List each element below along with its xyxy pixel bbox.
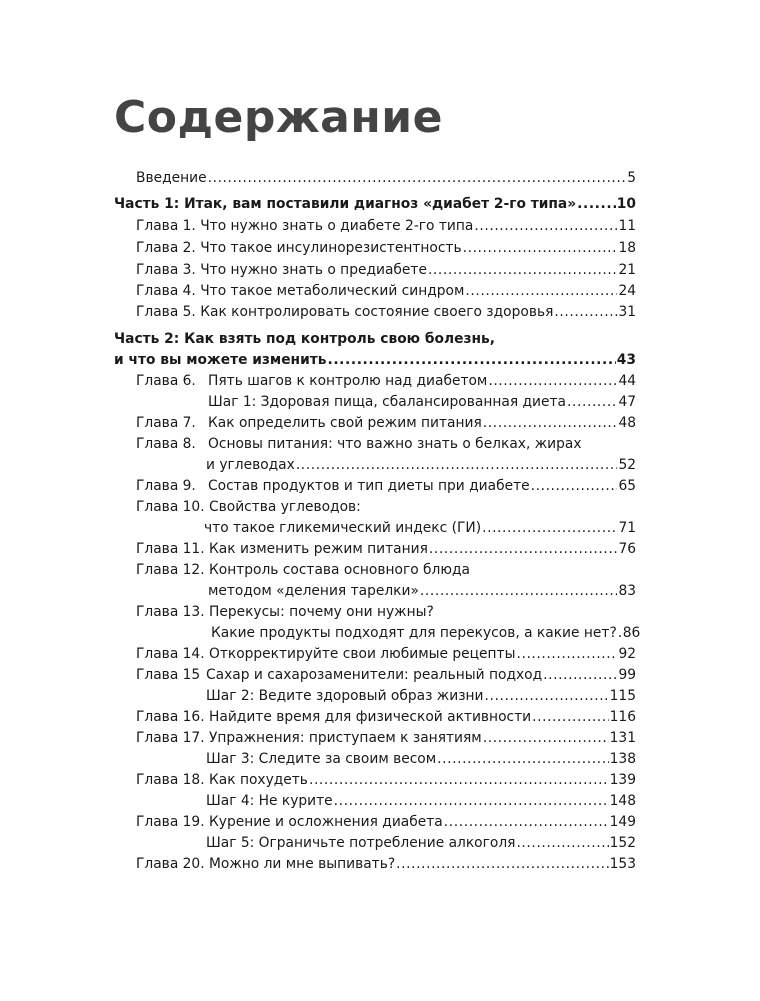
toc-entry-number: Глава 15 xyxy=(136,667,201,683)
dot-leader xyxy=(483,728,609,749)
toc-entry-chapter-8[interactable] xyxy=(206,455,636,476)
toc-entry-chapter-17[interactable] xyxy=(136,728,636,749)
toc-entry-label: Глава 2. Что такое инсулинорезистентность xyxy=(136,240,462,256)
toc-entry-chapter-11[interactable] xyxy=(136,539,636,560)
toc-entry-part-2-line-1[interactable]: Часть 2: Как взять под контроль свою болезнь, xyxy=(114,331,495,347)
dot-leader xyxy=(208,168,627,189)
toc-entry-chapter-18[interactable] xyxy=(136,770,636,791)
toc-entry-page: 149 xyxy=(609,814,636,830)
toc-entry-label: Шаг 5: Ограничьте потребление алкоголя xyxy=(206,835,516,851)
toc-entry-label: Глава 4. Что такое метаболический синдром xyxy=(136,283,465,299)
toc-entry-page: 153 xyxy=(609,856,636,872)
dot-leader xyxy=(444,812,609,833)
page-title: Содержание xyxy=(114,92,443,143)
toc-entry-label: что такое гликемический индекс (ГИ) xyxy=(204,520,482,536)
toc-entry-label: Шаг 2: Ведите здоровый образ жизни xyxy=(206,688,484,704)
toc-entry-page: 10 xyxy=(616,196,636,212)
toc-entry-page: 139 xyxy=(609,772,636,788)
toc-entry-page: 76 xyxy=(618,541,636,557)
toc-entry-page: 131 xyxy=(609,730,636,746)
toc-entry-number: Глава 7. xyxy=(136,415,196,431)
toc-entry-step-2[interactable] xyxy=(206,686,636,707)
toc-entry-chapter-7[interactable] xyxy=(136,413,636,434)
toc-entry-page: 24 xyxy=(618,283,636,299)
toc-entry-page: 47 xyxy=(618,394,636,410)
dot-leader xyxy=(334,791,609,812)
toc-entry-chapter-10[interactable] xyxy=(204,518,636,539)
toc-entry-label: Глава 17. Упражнения: приступаем к занятиям xyxy=(136,730,482,746)
dot-leader xyxy=(296,455,618,476)
toc-entry-page: 43 xyxy=(616,352,636,368)
toc-entry-label: Как определить свой режим питания xyxy=(208,415,482,431)
toc-entry-label: Глава 16. Найдите время для физической активности xyxy=(136,709,532,725)
toc-entry-page: 83 xyxy=(618,583,636,599)
toc-entry-label: методом «деления тарелки» xyxy=(208,583,419,599)
dot-leader xyxy=(463,238,618,259)
toc-entry-number: Глава 6. xyxy=(136,373,196,389)
toc-entry-page: 11 xyxy=(618,218,636,234)
dot-leader xyxy=(327,350,615,371)
dot-leader xyxy=(618,623,622,644)
toc-entry-step-4[interactable] xyxy=(206,791,636,812)
toc-entry-page: 152 xyxy=(609,835,636,851)
toc-entry-chapter-5[interactable] xyxy=(136,302,636,323)
toc-entry-number: Глава 8. xyxy=(136,436,196,452)
toc-entry-label: Глава 20. Можно ли мне выпивать? xyxy=(136,856,396,872)
toc-entry-label: и что вы можете изменить xyxy=(114,352,327,368)
toc-entry-chapter-6[interactable] xyxy=(136,371,636,392)
toc-entry-page: 115 xyxy=(609,688,636,704)
toc-entry-page: 99 xyxy=(618,667,636,683)
toc-entry-label: Основы питания: что важно знать о белках, жирах xyxy=(208,436,582,452)
toc-entry-chapter-10-line-1[interactable]: Глава 10. Свойства углеводов: xyxy=(136,499,361,515)
toc-entry-page: 48 xyxy=(618,415,636,431)
toc-entry-label: Шаг 3: Следите за своим весом xyxy=(206,751,437,767)
toc-entry-page: 31 xyxy=(618,304,636,320)
toc-entry-step-1[interactable] xyxy=(208,392,636,413)
toc-entry-label: Состав продуктов и тип диеты при диабете xyxy=(208,478,530,494)
dot-leader xyxy=(429,539,618,560)
dot-leader xyxy=(543,665,617,686)
toc-entry-label: Глава 19. Курение и осложнения диабета xyxy=(136,814,443,830)
toc-entry-chapter-12-line-1[interactable]: Глава 12. Контроль состава основного блюда xyxy=(136,562,470,578)
toc-entry-label: Введение xyxy=(136,170,207,186)
dot-leader xyxy=(516,644,617,665)
dot-leader xyxy=(485,686,609,707)
toc-entry-label: Сахар и сахарозаменители: реальный подход xyxy=(206,667,543,683)
toc-entry-introduction[interactable] xyxy=(136,168,636,189)
toc-entry-page: 21 xyxy=(618,262,636,278)
toc-entry-step-5[interactable] xyxy=(206,833,636,854)
dot-leader xyxy=(428,260,618,281)
toc-entry-chapter-4[interactable] xyxy=(136,281,636,302)
dot-leader xyxy=(532,707,609,728)
toc-entry-label: Шаг 1: Здоровая пища, сбалансированная диета xyxy=(208,394,567,410)
toc-entry-page: 148 xyxy=(609,793,636,809)
toc-entry-chapter-12[interactable] xyxy=(208,581,636,602)
toc-entry-page: 65 xyxy=(618,478,636,494)
dot-leader xyxy=(567,392,617,413)
dot-leader xyxy=(396,854,608,875)
toc-entry-part-1[interactable] xyxy=(114,194,636,215)
dot-leader xyxy=(437,749,608,770)
dot-leader xyxy=(554,302,617,323)
dot-leader xyxy=(531,476,618,497)
toc-entry-page: 92 xyxy=(618,646,636,662)
toc-entry-label: Пять шагов к контролю над диабетом xyxy=(208,373,488,389)
toc-entry-chapter-9[interactable] xyxy=(136,476,636,497)
toc-entry-page: 18 xyxy=(618,240,636,256)
toc-entry-label: Часть 1: Итак, вам поставили диагноз «диабет 2-го типа» xyxy=(114,196,577,212)
dot-leader xyxy=(474,216,617,237)
toc-entry-step-3[interactable] xyxy=(206,749,636,770)
toc-entry-chapter-13-line-1[interactable]: Глава 13. Перекусы: почему они нужны? xyxy=(136,604,434,620)
toc-entry-page: 138 xyxy=(609,751,636,767)
toc-entry-page: 86 xyxy=(622,625,641,641)
dot-leader xyxy=(420,581,618,602)
toc-entry-label: Какие продукты подходят для перекусов, а какие нет? xyxy=(211,625,617,641)
toc-entry-page: 44 xyxy=(618,373,636,389)
toc-entry-label: Глава 5. Как контролировать состояние своего здоровья xyxy=(136,304,554,320)
toc-entry-label: Глава 18. Как похудеть xyxy=(136,772,308,788)
toc-entry-page: 52 xyxy=(618,457,636,473)
toc-entry-page: 5 xyxy=(627,170,636,186)
toc-entry-label: и углеводах xyxy=(206,457,295,473)
toc-entry-label: Глава 11. Как изменить режим питания xyxy=(136,541,428,557)
toc-entry-label: Глава 3. Что нужно знать о предиабете xyxy=(136,262,427,278)
toc-entry-chapter-16[interactable] xyxy=(136,707,636,728)
toc-entry-chapter-14[interactable] xyxy=(136,644,636,665)
toc-entry-chapter-3[interactable] xyxy=(136,260,636,281)
toc-entry-chapter-2[interactable] xyxy=(136,238,636,259)
dot-leader xyxy=(309,770,609,791)
toc-entry-chapter-15[interactable] xyxy=(136,665,636,686)
toc-entry-page: 71 xyxy=(618,520,636,536)
toc-entry-chapter-20[interactable] xyxy=(136,854,636,875)
dot-leader xyxy=(488,371,617,392)
toc-entry-page: 116 xyxy=(609,709,636,725)
dot-leader xyxy=(483,413,618,434)
toc-entry-label: Глава 14. Откорректируйте свои любимые рецепты xyxy=(136,646,516,662)
toc-entry-label: Шаг 4: Не курите xyxy=(206,793,333,809)
dot-leader xyxy=(465,281,617,302)
toc-entry-part-2[interactable] xyxy=(114,350,636,371)
toc-entry-chapter-8-line-1[interactable] xyxy=(136,434,582,455)
toc-entry-chapter-1[interactable] xyxy=(136,216,636,237)
dot-leader xyxy=(577,194,616,215)
dot-leader xyxy=(482,518,617,539)
toc-entry-chapter-13[interactable] xyxy=(211,623,641,644)
dot-leader xyxy=(516,833,608,854)
toc-entry-number: Глава 9. xyxy=(136,478,196,494)
toc-entry-label: Глава 1. Что нужно знать о диабете 2-го типа xyxy=(136,218,474,234)
toc-entry-chapter-19[interactable] xyxy=(136,812,636,833)
